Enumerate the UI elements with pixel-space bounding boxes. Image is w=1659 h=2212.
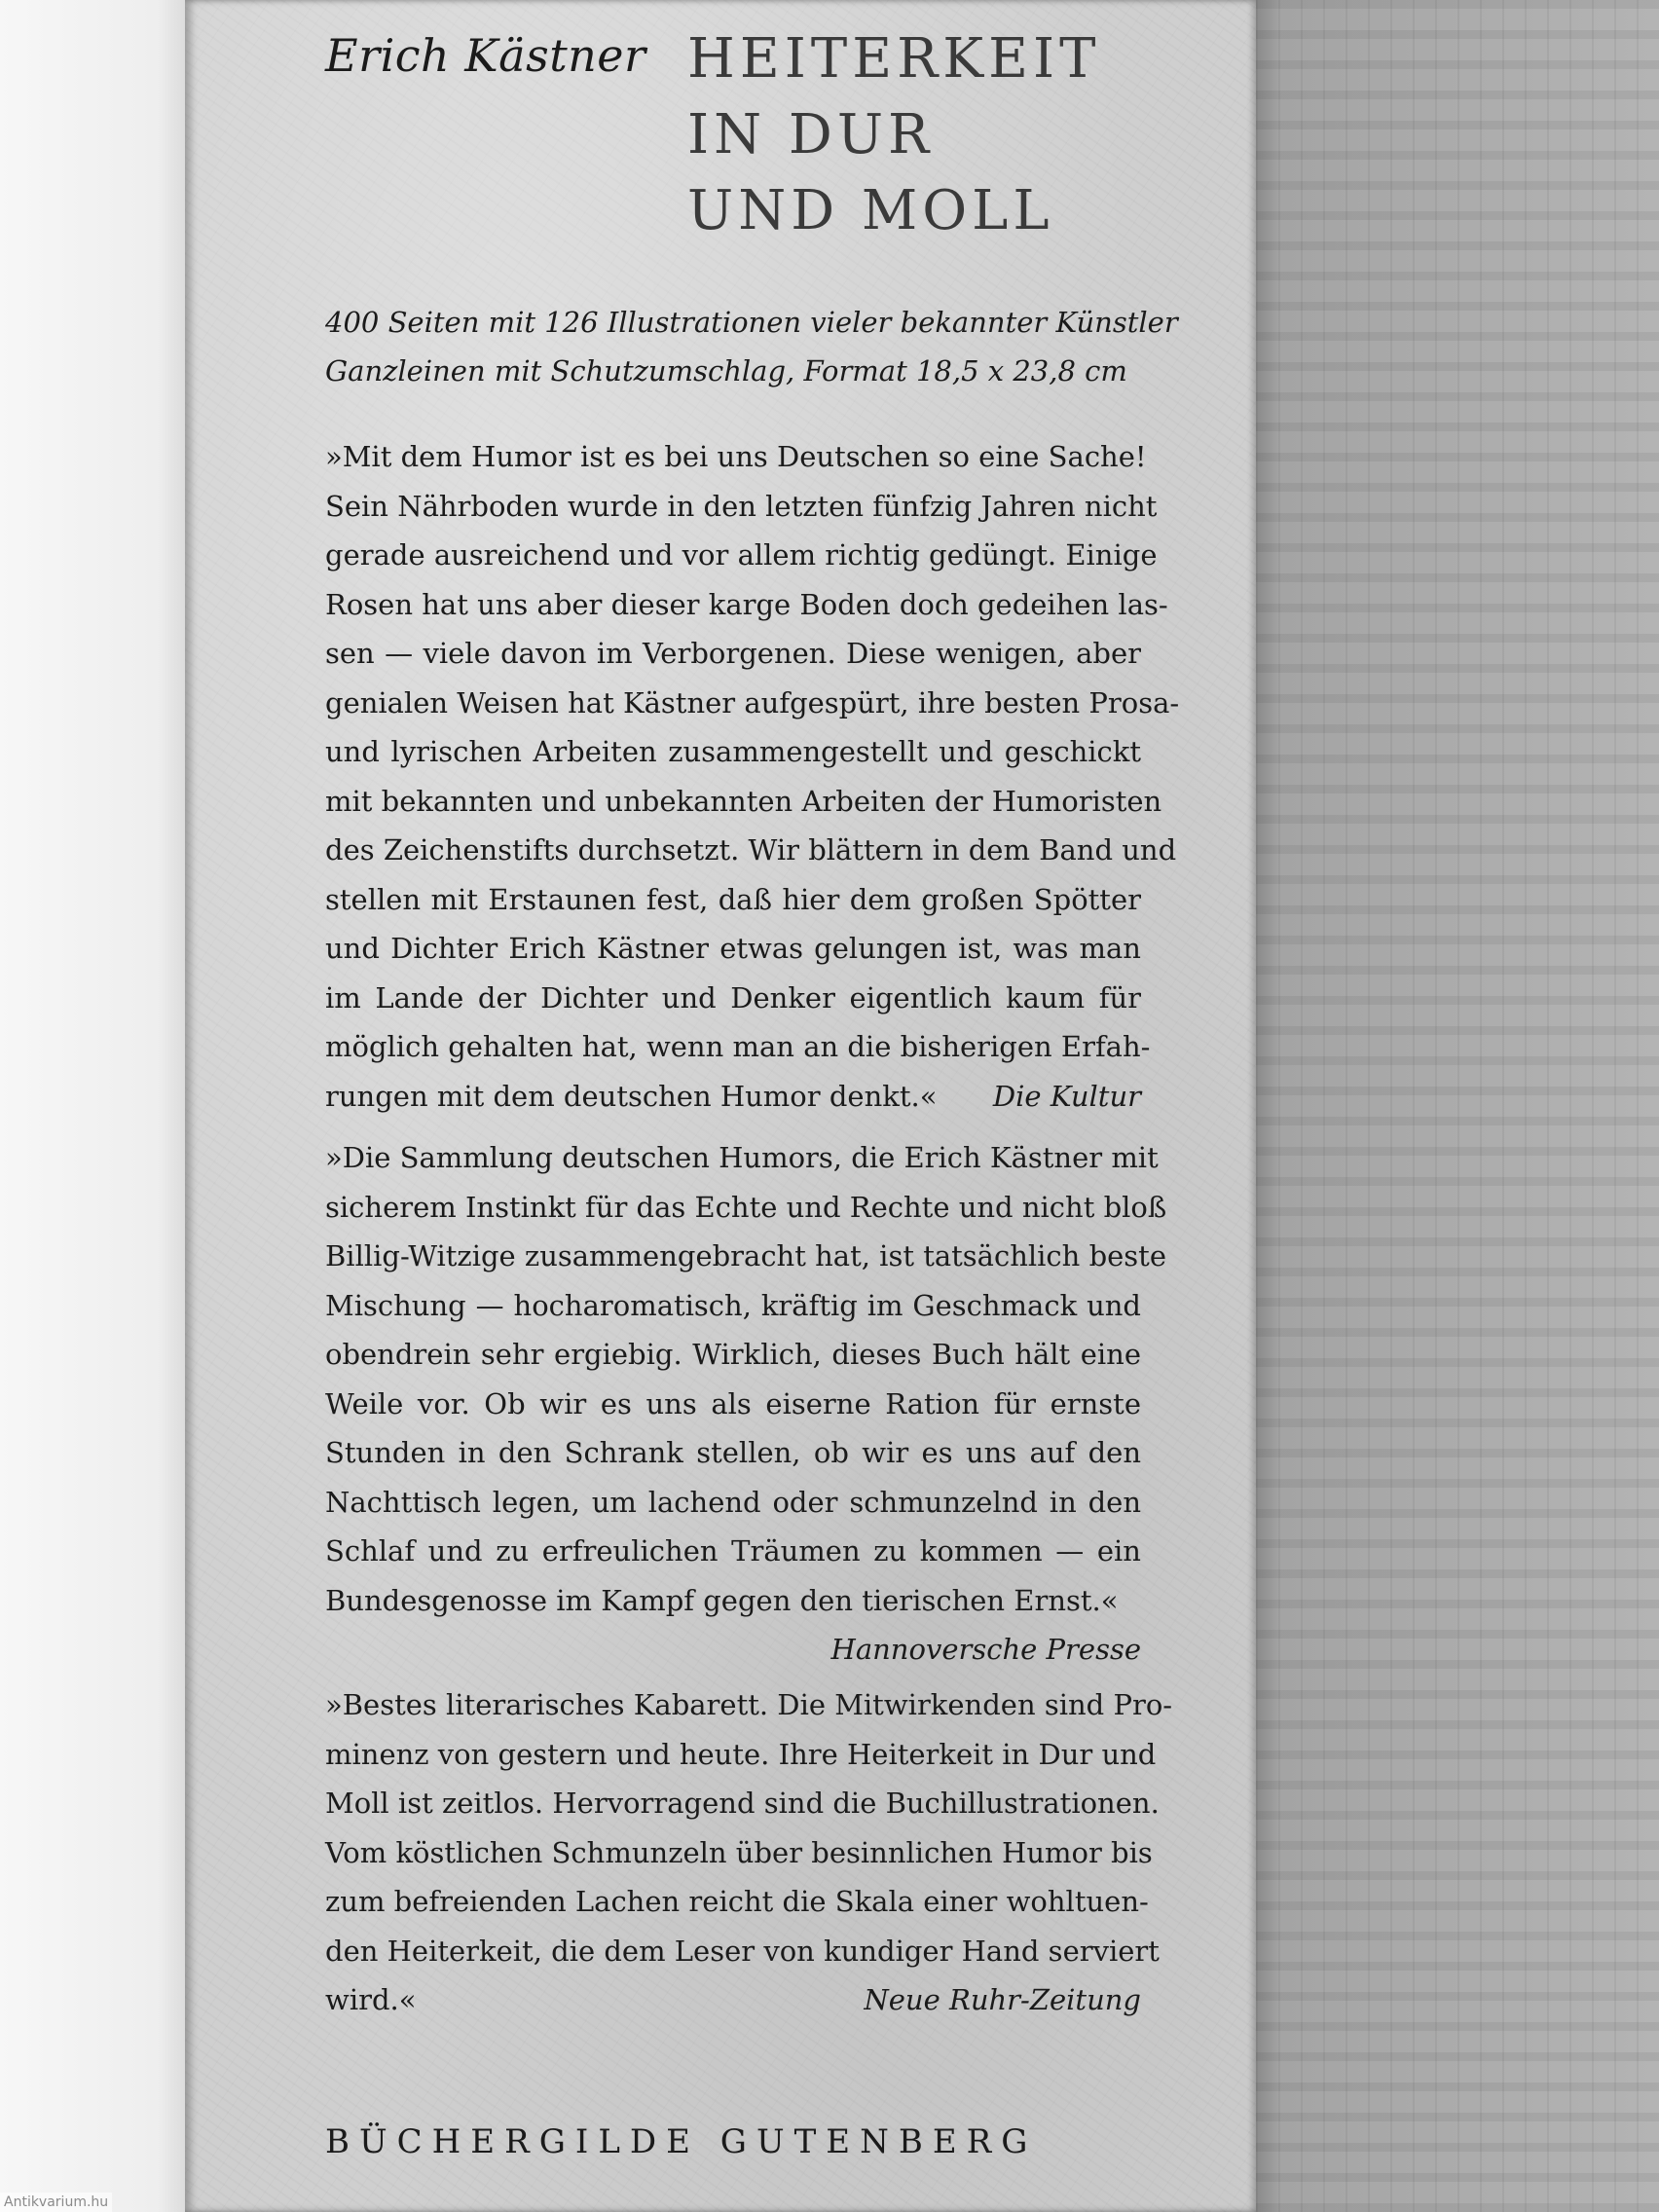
quote-line: »Die Sammlung deutschen Humors, die Erich Kästner mit <box>325 1141 1159 1174</box>
quote-source: Hannoversche Presse <box>830 1633 1141 1666</box>
quote-line: obendrein sehr ergiebig. Wirklich, dieses Buch hält eine <box>325 1338 1141 1371</box>
quote-line: sen — viele davon im Verborgenen. Diese wenigen, aber <box>325 637 1141 670</box>
wooden-background <box>1256 0 1659 2212</box>
quote-line: zum befreienden Lachen reicht die Skala einer wohltuen- <box>325 1885 1149 1918</box>
review-quote <box>325 1133 1167 1675</box>
quote-line: stellen mit Erstaunen fest, daß hier dem großen Spötter <box>325 882 1141 916</box>
quote-line: Mischung — hocharomatisch, kräftig im Geschmack und <box>325 1288 1141 1322</box>
quote-line: rungen mit dem deutschen Humor denkt.« <box>325 1079 938 1113</box>
book-title <box>687 21 1100 249</box>
book-details <box>325 298 1178 395</box>
quote-last-line <box>325 1975 1141 2025</box>
quote-line: im Lande der Dichter und Denker eigentlich kaum für <box>325 980 1141 1014</box>
quote-line: wird.« <box>325 1983 417 2016</box>
quote-line: mit bekannten und unbekannten Arbeiten der Humoristen <box>325 784 1162 818</box>
cover-text <box>325 0 1180 2212</box>
quote-source: Neue Ruhr-Zeitung <box>864 1983 1141 2016</box>
quote-line: des Zeichenstifts durchsetzt. Wir blättern in dem Band und <box>325 833 1177 866</box>
quote-line: minenz von gestern und heute. Ihre Heiterkeit in Dur und <box>325 1737 1157 1771</box>
details-line: 400 Seiten mit 126 Illustrationen vieler bekannter Künstler <box>325 306 1178 339</box>
title-line: IN DUR <box>687 103 935 166</box>
quote-line: möglich gehalten hat, wenn man an die bisherigen Erfah- <box>325 1030 1151 1063</box>
quote-line: genialen Weisen hat Kästner aufgespürt, ihre besten Prosa- <box>325 685 1180 719</box>
quote-line: den Heiterkeit, die dem Leser von kundiger Hand serviert <box>325 1934 1160 1968</box>
quote-source: Die Kultur <box>992 1079 1141 1113</box>
quote-line: sicherem Instinkt für das Echte und Rechte und nicht bloß <box>325 1190 1167 1224</box>
quote-line: Bundesgenosse im Kampf gegen den tierischen Ernst.« <box>325 1583 1119 1617</box>
quote-line: Sein Nährboden wurde in den letzten fünfzig Jahren nicht <box>325 489 1158 523</box>
quote-line: »Bestes literarisches Kabarett. Die Mitwirkenden sind Pro- <box>325 1688 1173 1721</box>
quote-line: und lyrischen Arbeiten zusammengestellt und geschickt <box>325 735 1141 768</box>
quote-line: und Dichter Erich Kästner etwas gelungen ist, was man <box>325 932 1141 965</box>
details-line: Ganzleinen mit Schutzumschlag, Format 18,5 x 23,8 cm <box>325 354 1127 387</box>
quote-line: Schlaf und zu erfreulichen Träumen zu kommen — ein <box>325 1534 1141 1567</box>
quote-last-line <box>325 1576 1141 1626</box>
review-quote <box>325 1680 1173 2025</box>
quote-line: Vom köstlichen Schmunzeln über besinnlichen Humor bis <box>325 1835 1153 1869</box>
publisher-name: BÜCHERGILDE GUTENBERG <box>325 2122 1038 2161</box>
quote-line: »Mit dem Humor ist es bei uns Deutschen so eine Sache! <box>325 440 1147 473</box>
page-left-margin <box>0 0 185 2212</box>
quote-last-line <box>325 1072 1141 1122</box>
title-line: UND MOLL <box>687 179 1054 242</box>
quote-line: Rosen hat uns aber dieser karge Boden doch gedeihen las- <box>325 587 1168 621</box>
quote-line: Moll ist zeitlos. Hervorragend sind die Buchillustrationen. <box>325 1787 1160 1820</box>
author-name: Erich Kästner <box>325 29 646 82</box>
watermark-text: Antikvarium.hu <box>0 2193 112 2212</box>
title-line: HEITERKEIT <box>687 27 1101 91</box>
quote-line: gerade ausreichend und vor allem richtig gedüngt. Einige <box>325 538 1158 571</box>
quote-line: Nachttisch legen, um lachend oder schmunzelnd in den <box>325 1485 1141 1519</box>
quote-line: Stunden in den Schrank stellen, ob wir es uns auf den <box>325 1436 1141 1469</box>
quote-line: Billig-Witzige zusammengebracht hat, ist tatsächlich beste <box>325 1239 1166 1272</box>
review-quote <box>325 432 1180 1121</box>
quote-line: Weile vor. Ob wir es uns als eiserne Ration für ernste <box>325 1386 1141 1420</box>
